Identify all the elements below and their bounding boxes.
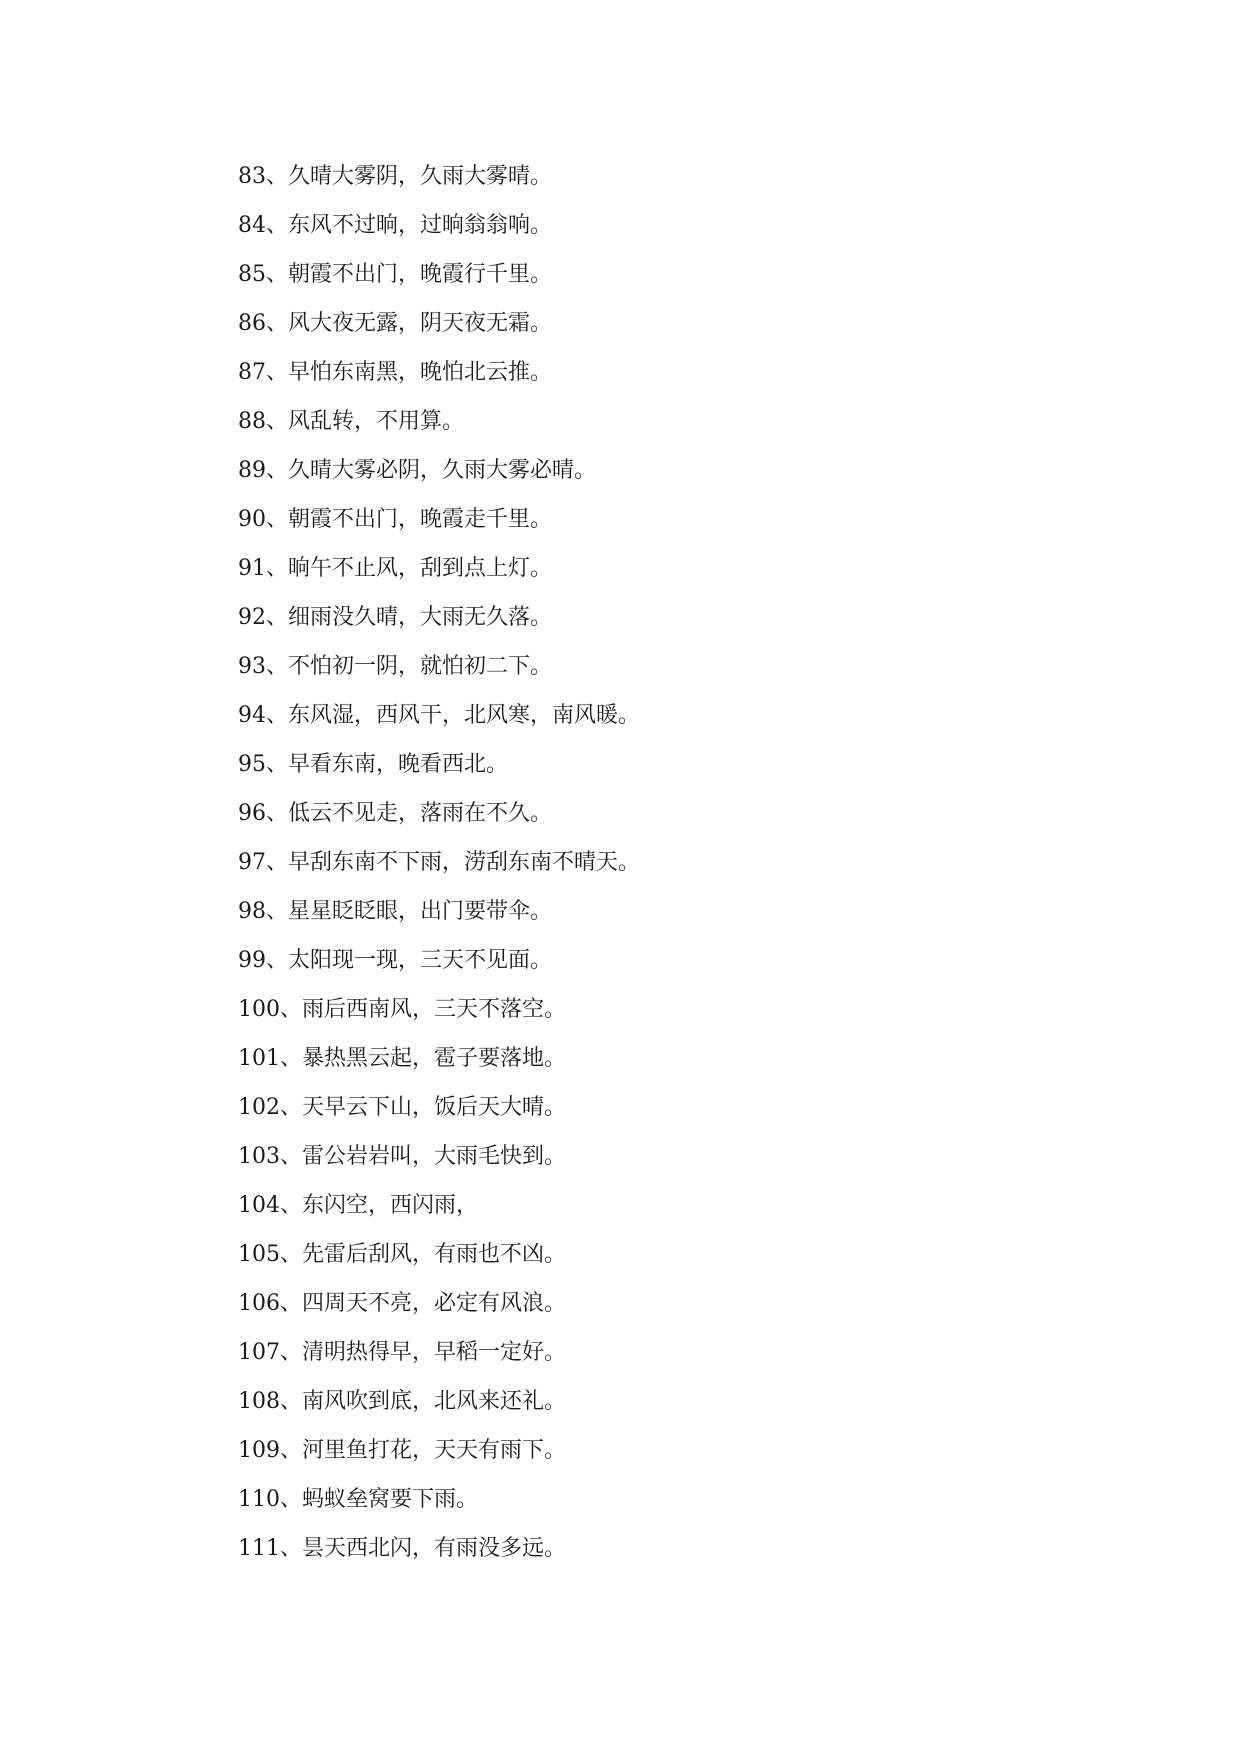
list-item: 98、星星眨眨眼，出门要带伞。	[238, 899, 552, 924]
list-item: 105、先雷后刮风，有雨也不凶。	[238, 1242, 566, 1267]
list-item: 96、低云不见走，落雨在不久。	[238, 801, 552, 826]
list-item: 92、细雨没久晴，大雨无久落。	[238, 605, 552, 630]
list-item: 93、不怕初一阴，就怕初二下。	[238, 654, 552, 679]
list-item: 110、蚂蚁垒窝要下雨。	[238, 1487, 478, 1512]
list-item: 100、雨后西南风，三天不落空。	[238, 997, 566, 1022]
list-item: 87、早怕东南黑，晚怕北云推。	[238, 360, 552, 385]
list-item: 103、雷公岩岩叫，大雨毛快到。	[238, 1144, 566, 1169]
list-item: 86、风大夜无露，阴天夜无霜。	[238, 311, 552, 336]
list-item: 90、朝霞不出门，晚霞走千里。	[238, 507, 552, 532]
list-item: 107、清明热得早，早稻一定好。	[238, 1340, 566, 1365]
list-item: 99、太阳现一现，三天不见面。	[238, 948, 552, 973]
list-item: 104、东闪空，西闪雨，	[238, 1193, 478, 1218]
list-item: 84、东风不过晌，过晌翁翁响。	[238, 213, 552, 238]
list-item: 101、暴热黑云起，雹子要落地。	[238, 1046, 566, 1071]
list-item: 88、风乱转，不用算。	[238, 409, 464, 434]
list-item: 109、河里鱼打花，天天有雨下。	[238, 1438, 566, 1463]
list-item: 83、久晴大雾阴，久雨大雾晴。	[238, 164, 552, 189]
list-item: 91、晌午不止风，刮到点上灯。	[238, 556, 552, 581]
list-item: 95、早看东南，晚看西北。	[238, 752, 508, 777]
list-item: 85、朝霞不出门，晚霞行千里。	[238, 262, 552, 287]
list-item: 102、天早云下山，饭后天大晴。	[238, 1095, 566, 1120]
proverb-list	[238, 152, 640, 1573]
list-item: 106、四周天不亮，必定有风浪。	[238, 1291, 566, 1316]
list-item: 97、早刮东南不下雨，涝刮东南不晴天。	[238, 850, 640, 875]
list-item: 108、南风吹到底，北风来还礼。	[238, 1389, 566, 1414]
list-item: 89、久晴大雾必阴，久雨大雾必晴。	[238, 458, 596, 483]
list-item: 94、东风湿，西风干，北风寒，南风暖。	[238, 703, 640, 728]
list-item: 111、昙天西北闪，有雨没多远。	[238, 1536, 566, 1561]
